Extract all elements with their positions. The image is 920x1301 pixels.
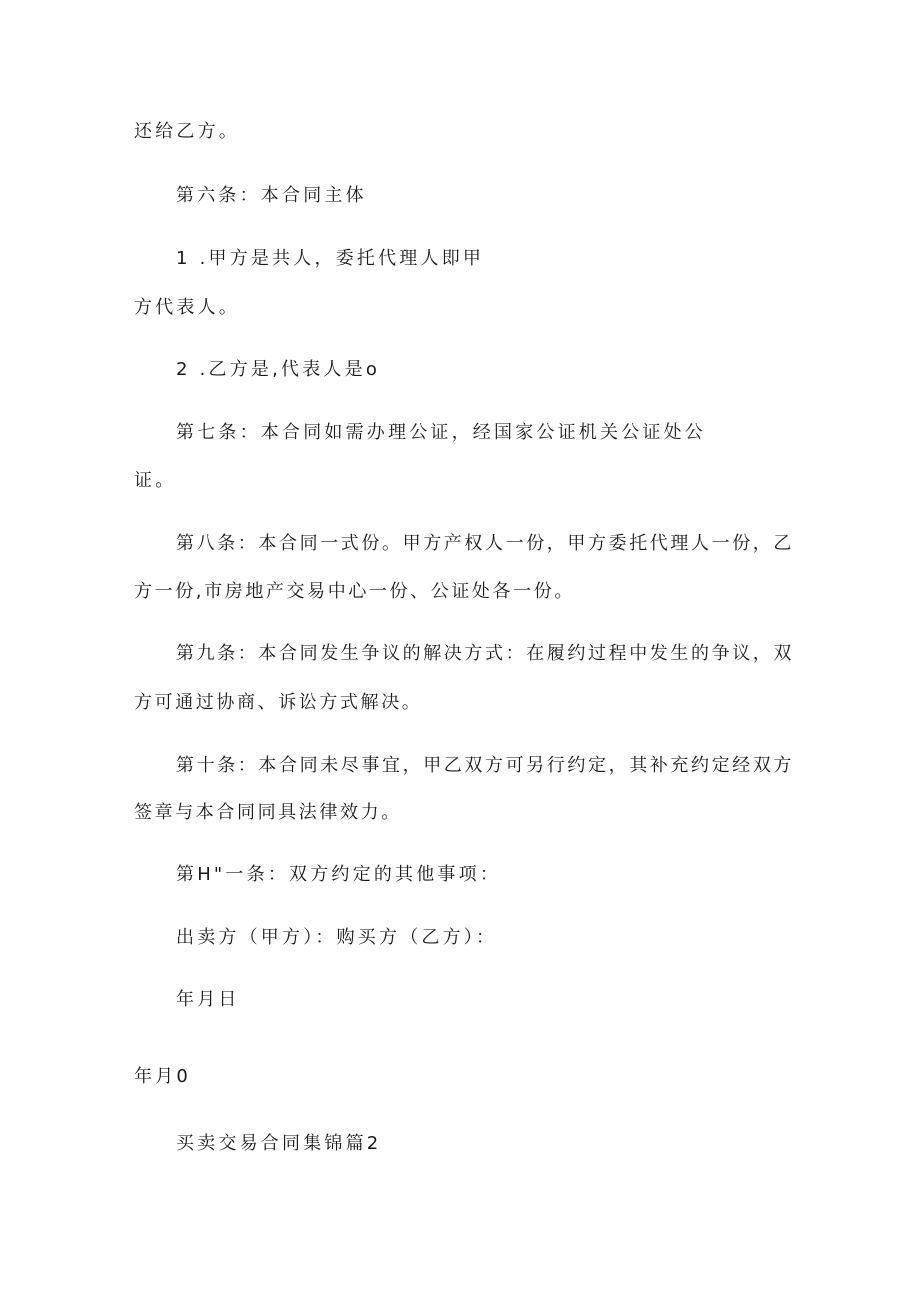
article-7: 第七条：本合同如需办理公证，经国家公证机关公证处公 — [176, 422, 706, 443]
article-11: 第H"一条：双方约定的其他事项： — [176, 864, 502, 885]
section-title-part-2: 买卖交易合同集锦篇2 — [176, 1133, 382, 1154]
article-7-continuation: 证。 — [134, 470, 177, 491]
article-6-heading: 第六条：本合同主体 — [176, 185, 367, 206]
article-6-item-1-continuation: 方代表人。 — [134, 297, 240, 318]
article-8-continuation: 方一份,市房地产交易中心一份、公证处各一份。 — [134, 581, 575, 602]
article-9: 第九条：本合同发生争议的解决方式：在履约过程中发生的争议，双 — [176, 643, 794, 664]
article-9-continuation: 方可通过协商、诉讼方式解决。 — [134, 692, 423, 713]
text-line-return-to-party-b: 还给乙方。 — [134, 121, 240, 142]
article-6-item-1: 1 .甲方是共人，委托代理人即甲 — [176, 248, 485, 269]
article-10-continuation: 签章与本合同同具法律效力。 — [134, 802, 402, 823]
date-line-2: 年月0 — [134, 1066, 192, 1087]
signature-parties: 出卖方（甲方）：购买方（乙方）： — [176, 927, 498, 948]
date-line-1: 年月日 — [176, 989, 240, 1010]
article-8: 第八条：本合同一式份。甲方产权人一份，甲方委托代理人一份，乙 — [176, 533, 794, 554]
article-6-item-2: 2 .乙方是,代表人是o — [176, 359, 381, 380]
article-10: 第十条：本合同未尽事宜，甲乙双方可另行约定，其补充约定经双方 — [176, 755, 794, 776]
